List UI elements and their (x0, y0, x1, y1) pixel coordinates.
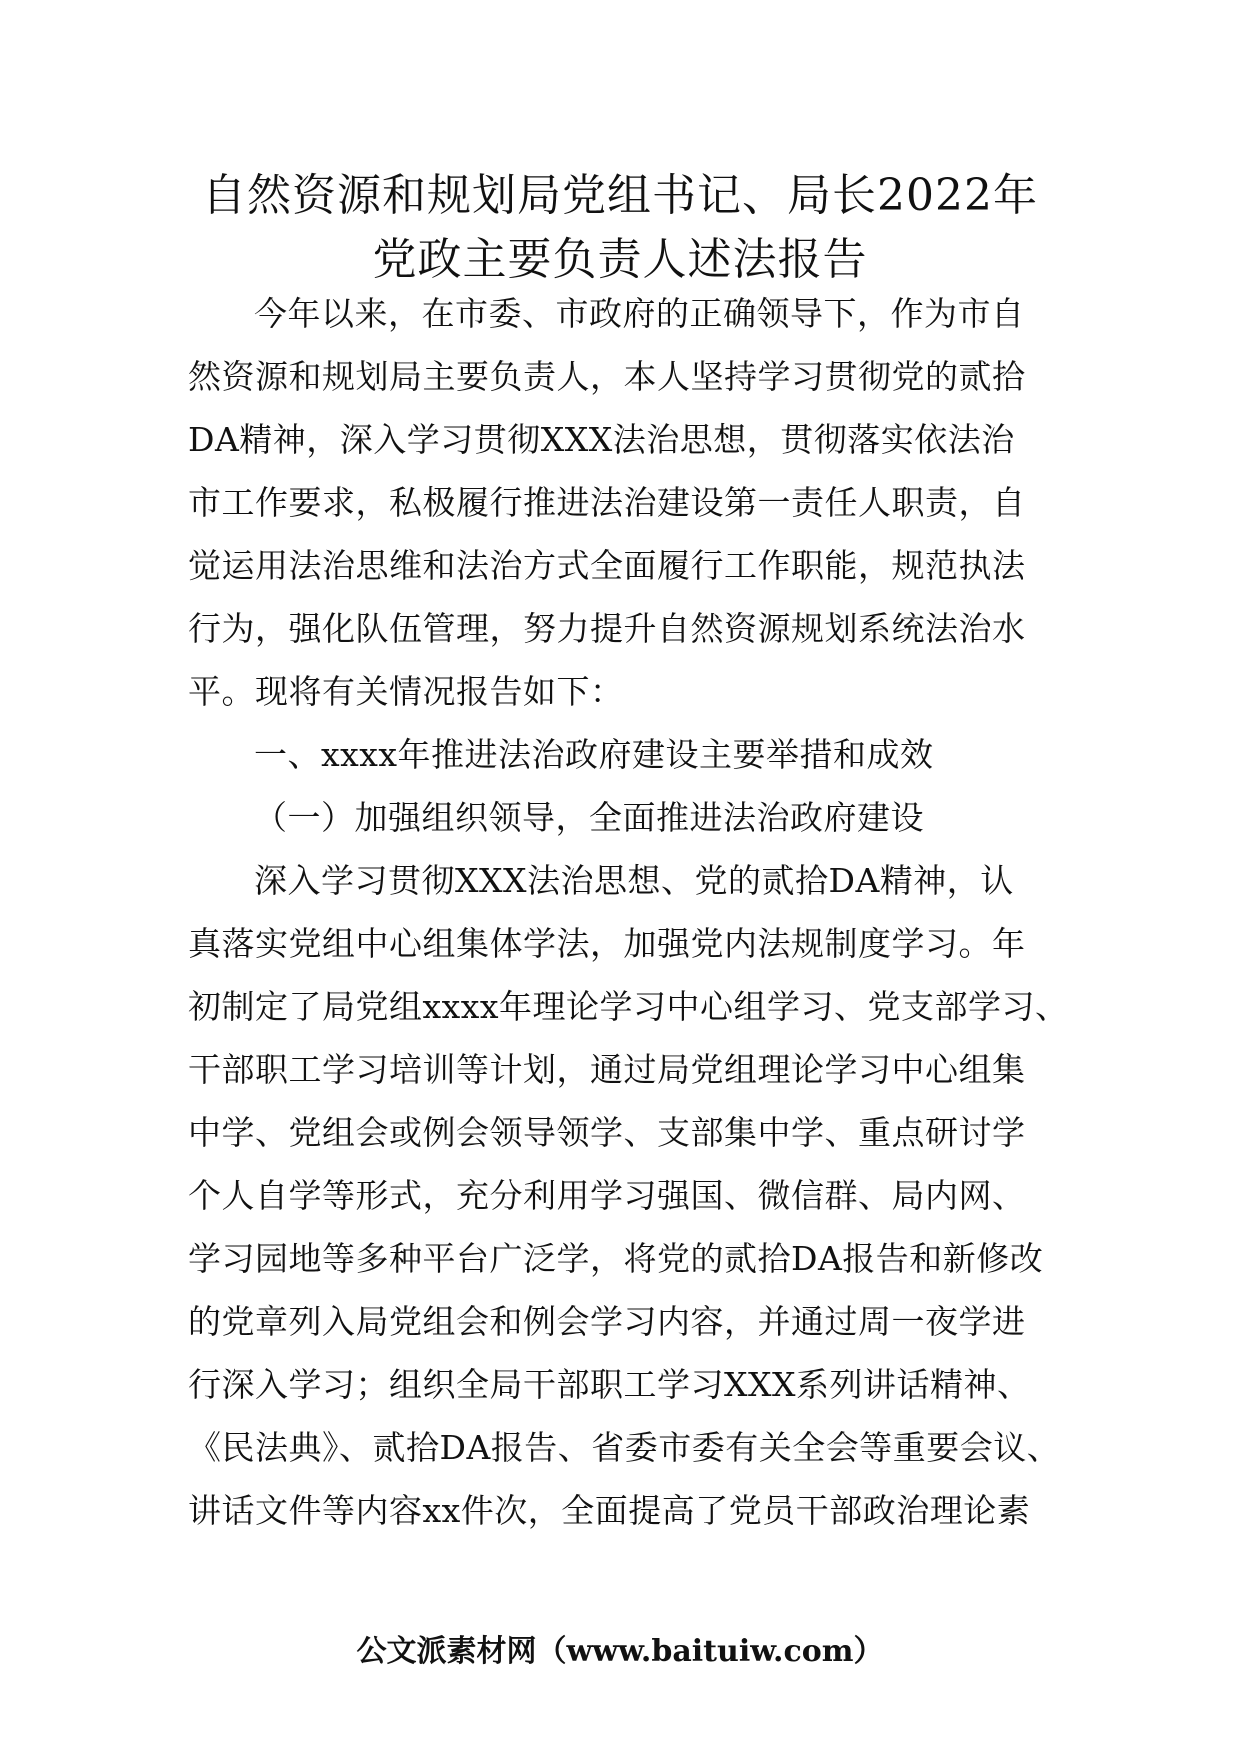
body-line: 市工作要求，私极履行推进法治建设第一责任人职责，自 (188, 483, 1026, 522)
document-body (188, 282, 1068, 1542)
body-line: 行深入学习；组织全局干部职工学习XXX系列讲话精神、 (188, 1365, 1031, 1404)
body-line: 讲话文件等内容xx件次，全面提高了党员干部政治理论素 (188, 1491, 1031, 1530)
document-title-line-2: 党政主要负责人述法报告 (372, 234, 868, 285)
body-line: 的党章列入局党组会和例会学习内容，并通过周一夜学进 (188, 1302, 1026, 1341)
body-line: 平。现将有关情况报告如下： (188, 672, 624, 711)
body-line: 个人自学等形式，充分利用学习强国、微信群、局内网、 (188, 1176, 1026, 1215)
body-line: 今年以来，在市委、市政府的正确领导下，作为市自 (254, 294, 1025, 333)
body-line: DA精神，深入学习贯彻XXX法治思想，贯彻落实依法治 (188, 420, 1015, 459)
body-line: 干部职工学习培训等计划，通过局党组理论学习中心组集 (188, 1050, 1026, 1089)
body-line: 觉运用法治思维和法治方式全面履行工作职能，规范执法 (188, 546, 1026, 585)
section-heading: 一、xxxx年推进法治政府建设主要举措和成效 (254, 735, 934, 774)
body-line: 中学、党组会或例会领导领学、支部集中学、重点研讨学 (188, 1113, 1026, 1152)
document-title-line-1: 自然资源和规划局党组书记、局长2022年 (202, 170, 1038, 221)
body-line: 初制定了局党组xxxx年理论学习中心组学习、党支部学习、 (188, 987, 1069, 1026)
footer-source-text: 公文派素材网（www.baituiw.com） (356, 1634, 884, 1669)
body-line: 行为，强化队伍管理，努力提升自然资源规划系统法治水 (188, 609, 1026, 648)
subsection-heading: （一）加强组织领导，全面推进法治政府建设 (254, 798, 924, 837)
body-line: 真落实党组中心组集体学法，加强党内法规制度学习。年 (188, 924, 1026, 963)
body-line: 深入学习贯彻XXX法治思想、党的贰拾DA精神，认 (254, 861, 1014, 900)
body-line: 然资源和规划局主要负责人，本人坚持学习贯彻党的贰拾 (188, 357, 1026, 396)
body-line: 学习园地等多种平台广泛学，将党的贰拾DA报告和新修改 (188, 1239, 1044, 1278)
body-line: 《民法典》、贰拾DA报告、省委市委有关全会等重要会议、 (188, 1428, 1061, 1467)
